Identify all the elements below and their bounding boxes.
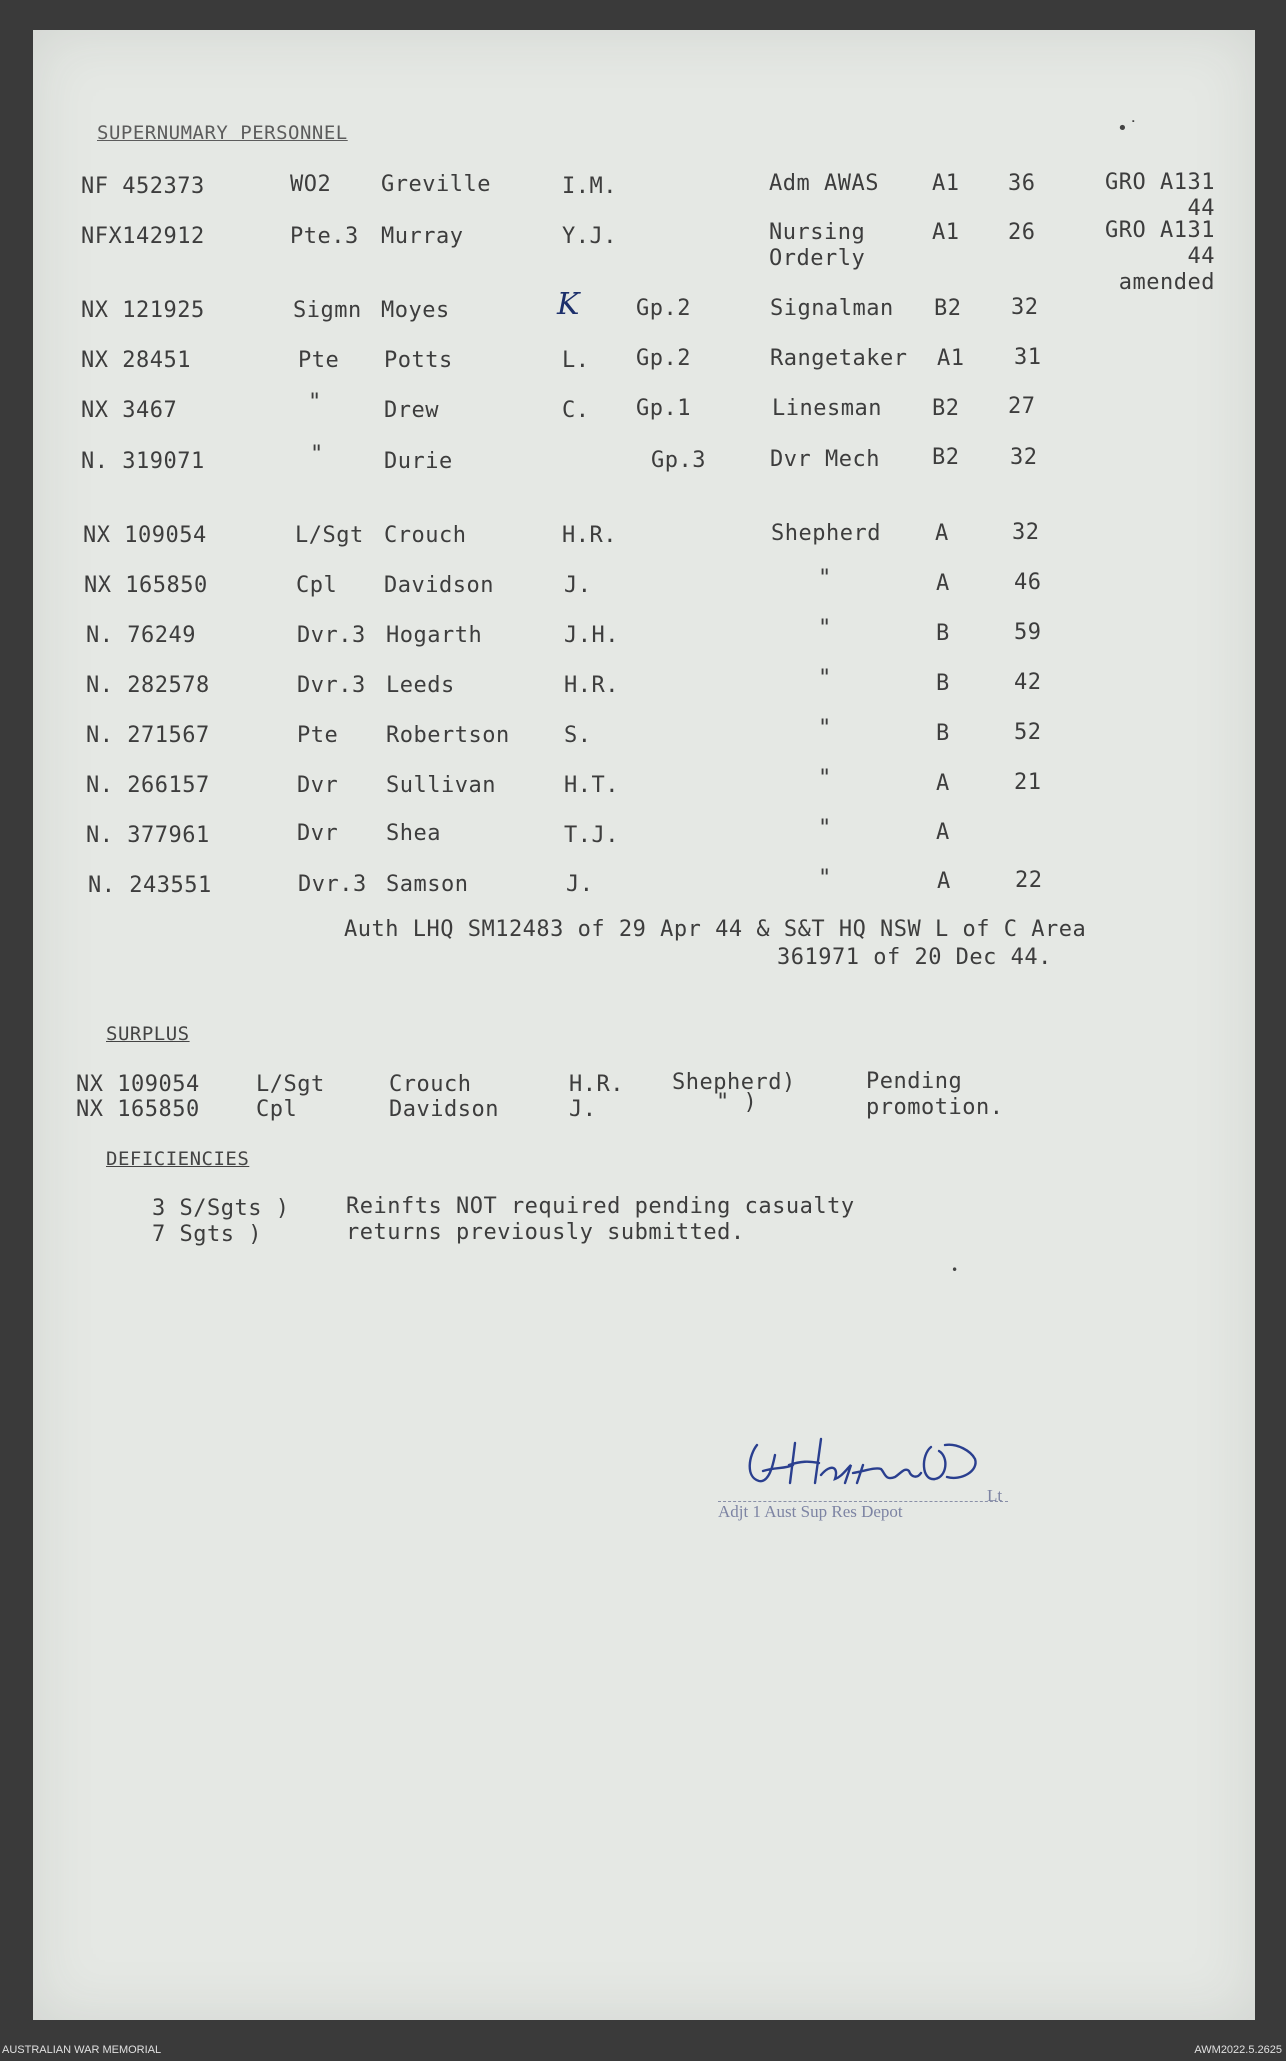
cell-trade: Rangetaker [770,346,908,371]
cell-grade: A [936,771,950,796]
authority-line-2: 361971 of 20 Dec 44. [777,945,1052,970]
cell-grade: A1 [932,220,960,245]
surplus-trade: " ) [716,1090,758,1115]
cell-grade: B [936,621,950,646]
cell-trade: " [818,716,832,741]
cell-age: 27 [1008,394,1036,419]
footer-source: AUSTRALIAN WAR MEMORIAL [2,2044,162,2056]
cell-initials: T.J. [564,823,619,848]
surplus-service-number: NX 165850 [76,1097,200,1122]
cell-rank: WO2 [290,172,332,197]
cell-initials: J. [564,573,592,598]
cell-age: 52 [1014,720,1042,745]
cell-age: 36 [1008,171,1036,196]
cell-rank: " [310,442,324,467]
signature-text: J Hallwood [740,1490,747,1491]
cell-age: 32 [1012,520,1040,545]
cell-trade: " [818,816,832,841]
surplus-trade: Shepherd) [672,1070,796,1095]
section-heading-surplus: SURPLUS [106,1023,190,1045]
cell-trade: Linesman [772,396,882,421]
cell-rank: Dvr [297,821,339,846]
cell-name: Potts [384,348,453,373]
cell-trade: " [818,866,832,891]
cell-name: Drew [384,398,439,423]
cell-initials: C. [562,398,590,423]
ink-dot: • [951,1263,959,1277]
cell-rank: Dvr.3 [298,872,367,897]
cell-age: 22 [1015,868,1043,893]
cell-name: Crouch [384,523,467,548]
surplus-initials: H.R. [569,1072,624,1097]
cell-rank: Pte [298,348,340,373]
cell-trade: Nursing Orderly [769,220,866,271]
cell-grade: A1 [932,171,960,196]
cell-service-number: N. 282578 [86,673,210,698]
cell-grade: A [936,571,950,596]
rank-suffix: Lt [987,1486,1003,1505]
surplus-name: Davidson [389,1097,499,1122]
cell-group: Gp.2 [636,296,691,321]
cell-service-number: NX 28451 [81,348,191,373]
cell-trade: Shepherd [771,521,881,546]
cell-name: Sullivan [386,773,496,798]
cell-service-number: N. 319071 [81,449,205,474]
cell-name: Greville [381,172,491,197]
cell-rank: Dvr.3 [297,623,366,648]
cell-trade: " [818,766,832,791]
cell-initials: I.M. [562,174,617,199]
cell-trade: Dvr Mech [770,447,880,472]
surplus-initials: J. [569,1097,597,1122]
cell-trade: Signalman [770,296,894,321]
document-page [33,30,1255,2020]
cell-name: Leeds [386,673,455,698]
surplus-rank: Cpl [256,1097,298,1122]
cell-initials: H.R. [564,673,619,698]
cell-rank: Dvr.3 [297,673,366,698]
cell-initials: H.R. [562,523,617,548]
cell-initials: J. [566,872,594,897]
deficiency-quantity: 3 S/Sgts ) [152,1196,290,1221]
cell-name: Moyes [381,298,450,323]
handwritten-initial: K [557,287,580,322]
cell-rank: Cpl [296,573,338,598]
cell-name: Shea [386,821,441,846]
cell-initials: H.T. [564,773,619,798]
cell-initials: L. [562,348,590,373]
surplus-name: Crouch [389,1072,472,1097]
cell-rank: Pte.3 [290,224,359,249]
cell-grade: A [935,521,949,546]
deficiency-text: Reinfts NOT required pending casualty [346,1194,855,1219]
cell-remarks: GRO A131 44 [1105,170,1215,221]
cell-trade: " [818,666,832,691]
cell-name: Samson [386,872,469,897]
cell-service-number: N. 271567 [86,723,210,748]
cell-group: Gp.1 [636,396,691,421]
deficiency-text: returns previously submitted. [346,1220,745,1245]
cell-age: 46 [1014,570,1042,595]
cell-service-number: N. 266157 [86,773,210,798]
cell-grade: B [936,721,950,746]
cell-service-number: NF 452373 [81,174,205,199]
cell-service-number: N. 76249 [86,623,196,648]
cell-age: 21 [1014,770,1042,795]
cell-service-number: NX 3467 [81,398,178,423]
cell-service-number: NX 165850 [84,573,208,598]
cell-initials: S. [564,723,592,748]
cell-age: 42 [1014,670,1042,695]
section-heading-supernumerary: SUPERNUMARY PERSONNEL [97,122,348,144]
surplus-note: promotion. [866,1095,1004,1120]
cell-grade: B2 [932,396,960,421]
deficiency-quantity: 7 Sgts ) [152,1222,262,1247]
cell-name: Robertson [386,723,510,748]
footer-accession: AWM2022.5.2625 [1194,2044,1282,2056]
cell-name: Davidson [384,573,494,598]
cell-age: 31 [1014,345,1042,370]
cell-service-number: N. 377961 [86,823,210,848]
cell-trade: Adm AWAS [769,171,879,196]
cell-service-number: NX 121925 [81,298,205,323]
cell-age: 59 [1014,620,1042,645]
signature [735,1425,995,1495]
cell-age: 26 [1008,220,1036,245]
cell-trade: " [818,566,832,591]
cell-initials: J.H. [564,623,619,648]
cell-service-number: N. 243551 [88,873,212,898]
cell-name: Murray [381,224,464,249]
cell-rank: Sigmn [293,298,362,323]
cell-group: Gp.3 [651,448,706,473]
cell-remarks: GRO A131 44 amended [1105,218,1215,295]
cell-rank: " [308,390,322,415]
cell-rank: Pte [297,723,339,748]
cell-grade: A [936,820,950,845]
surplus-service-number: NX 109054 [76,1072,200,1097]
cell-grade: A [937,869,951,894]
cell-grade: B2 [934,296,962,321]
cell-group: Gp.2 [636,346,691,371]
cell-name: Hogarth [386,623,483,648]
surplus-rank: L/Sgt [256,1072,325,1097]
cell-initials: Y.J. [562,224,617,249]
authority-line-1: Auth LHQ SM12483 of 29 Apr 44 & S&T HQ NSW L of C Area [344,917,1087,942]
section-heading-deficiencies: DEFICIENCIES [106,1148,250,1170]
cell-grade: A1 [937,346,965,371]
cell-rank: Dvr [297,773,339,798]
cell-grade: B [936,671,950,696]
cell-grade: B2 [932,445,960,470]
cell-service-number: NFX142912 [81,224,205,249]
cell-age: 32 [1010,445,1038,470]
cell-rank: L/Sgt [295,523,364,548]
surplus-note: Pending [866,1069,963,1094]
cell-age: 32 [1011,295,1039,320]
ink-mark: •˙ [1117,118,1139,139]
cell-trade: " [818,616,832,641]
cell-name: Durie [384,449,453,474]
cell-service-number: NX 109054 [83,523,207,548]
official-stamp: Adjt 1 Aust Sup Res Depot [718,1502,903,1521]
